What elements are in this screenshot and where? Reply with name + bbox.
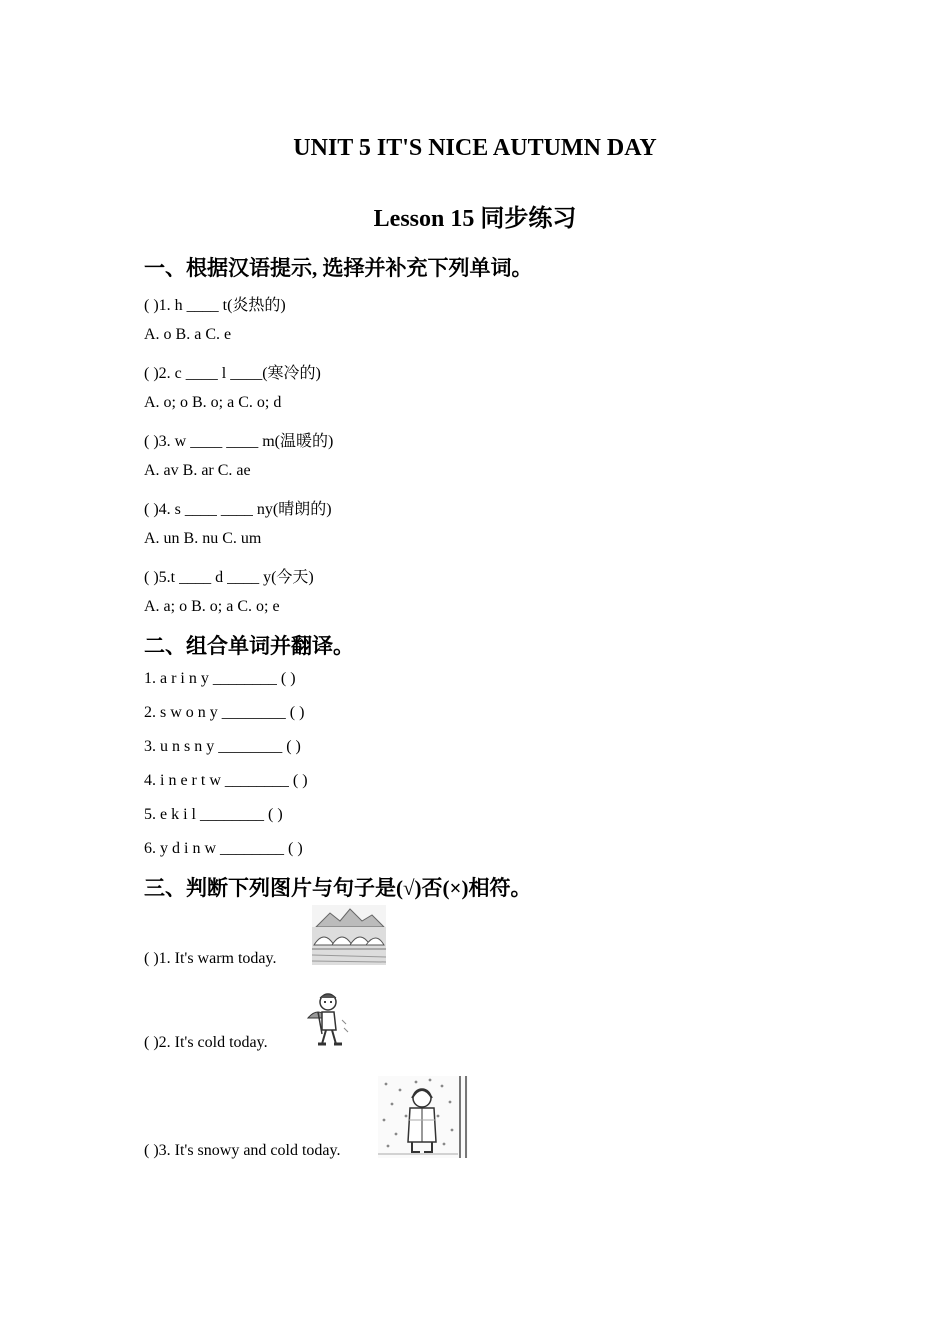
options-1: A. o B. a C. e	[144, 326, 232, 343]
word-item-2: 2. s w o n y ________ ( )	[144, 704, 305, 721]
options-5: A. a; o B. o; a C. o; e	[144, 598, 280, 615]
options-3: A. av B. ar C. ae	[144, 462, 251, 479]
page-subtitle: Lesson 15 同步练习	[373, 206, 577, 232]
section2-heading: 二、组合单词并翻译。	[144, 634, 354, 658]
section3-heading: 三、判断下列图片与句子是(√)否(×)相符。	[144, 876, 532, 900]
child-in-snow-illustration	[378, 1076, 468, 1158]
question-1: ( )1. h ____ t(炎热的)	[144, 297, 286, 314]
picture-question-2: ( )2. It's cold today.	[144, 1034, 268, 1051]
question-5: ( )5.t ____ d ____ y(今天)	[144, 569, 314, 586]
question-4: ( )4. s ____ ____ ny(晴朗的)	[144, 501, 332, 518]
word-item-6: 6. y d i n w ________ ( )	[144, 840, 303, 857]
word-item-1: 1. a r i n y ________ ( )	[144, 670, 296, 687]
beach-huts-illustration	[312, 905, 386, 965]
word-item-3: 3. u n s n y ________ ( )	[144, 738, 301, 755]
word-item-4: 4. i n e r t w ________ ( )	[144, 772, 308, 789]
boy-with-umbrella-illustration	[300, 990, 354, 1050]
page-title: UNIT 5 IT'S NICE AUTUMN DAY	[293, 135, 657, 161]
word-item-5: 5. e k i l ________ ( )	[144, 806, 283, 823]
question-3: ( )3. w ____ ____ m(温暖的)	[144, 433, 334, 450]
options-4: A. un B. nu C. um	[144, 530, 262, 547]
picture-question-3: ( )3. It's snowy and cold today.	[144, 1142, 341, 1159]
options-2: A. o; o B. o; a C. o; d	[144, 394, 282, 411]
picture-question-1: ( )1. It's warm today.	[144, 950, 277, 967]
section1-heading: 一、根据汉语提示, 选择并补充下列单词。	[144, 256, 533, 280]
question-2: ( )2. c ____ l ____(寒冷的)	[144, 365, 321, 382]
